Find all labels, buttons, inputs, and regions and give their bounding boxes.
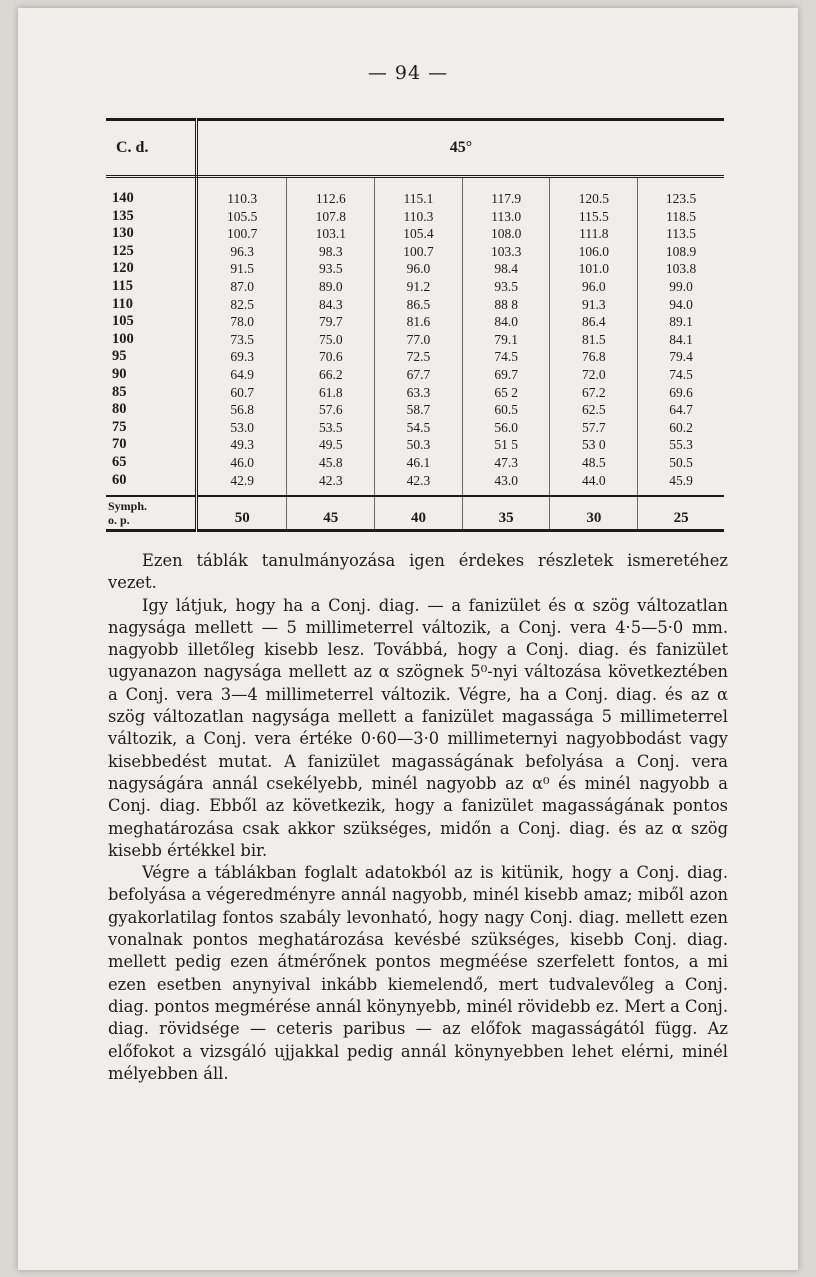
table-cell: 112.6 (287, 177, 375, 208)
table-cell: 63.3 (375, 384, 463, 402)
table-cell: 100.7 (197, 225, 287, 243)
table-cell: 84.0 (462, 313, 550, 331)
table-cell: 67.7 (375, 366, 463, 384)
table-cell: 62.5 (550, 401, 638, 419)
table-cell: 76.8 (550, 348, 638, 366)
table-cell: 64.7 (669, 402, 693, 418)
table-cell: 69.6 (669, 384, 693, 400)
table-cell: 81.5 (550, 331, 638, 349)
symphysis-cell: 35 (462, 496, 550, 531)
table-cell: 103.3 (462, 243, 550, 261)
table-cell: 107.8 (287, 208, 375, 226)
table-cell: 56.0 (462, 419, 550, 437)
table-cell: 120.5 (550, 177, 638, 208)
table-cell: 61.8 (287, 384, 375, 402)
table-cell: 57.7 (550, 419, 638, 437)
table-cell: 123.5 (665, 191, 697, 206)
table-cell: 113.0 (462, 208, 550, 226)
row-header-cd: 75 (106, 419, 197, 437)
symphysis-label (106, 496, 197, 531)
table-cell: 79.1 (462, 331, 550, 349)
table-cell: 91.3 (550, 296, 638, 314)
table-cell: 115.5 (550, 208, 638, 226)
page-number: — 94 — (367, 62, 449, 84)
table-cell: 50.3 (375, 436, 463, 454)
table-cell: 100.7 (375, 243, 463, 261)
table-cell: 47.3 (462, 454, 550, 472)
table-cell: 115.1 (375, 177, 463, 208)
table-row (106, 472, 724, 497)
table-cell: 98.4 (462, 260, 550, 278)
row-header-cd: 110 (106, 296, 197, 314)
row-header-cd: 65 (106, 454, 197, 472)
paragraph: Végre a táblákban foglalt adatokból az is kitünik, hogy a Conj. diag. befolyása a végeredményre annál nagyobb, minél kisebb amaz; miből azon gyakorlatilag fontos szabály levonható, hogy nagy Conj. diag. mellett ezen vonalnak pontos meghatározása kevésbé szükséges, kisebb Conj. diag. mellett pedig ezen átmérőnek pontos megméése szerfelett fontos, a mi ezen esetben anynyival inkább kiemelendő, mert tudvalevőleg a Conj. diag. pontos megmérése annál könynyebb, minél rövidebb ez. Mert a Conj. diag. rövidsége — ceteris paribus — az előfok magasságától függ. Az előfokot a vizsgáló ujjakkal pedig annál könynyebben lehet elérni, minél mélyebben áll. (108, 863, 728, 1083)
angle-header: 45° (197, 120, 725, 177)
symphysis-label-line2: o. p. (108, 513, 130, 528)
table-cell: 45.9 (669, 472, 693, 488)
table-cell: 44.0 (550, 472, 638, 497)
table-cell: 60.5 (462, 401, 550, 419)
table-cell: 42.9 (197, 472, 287, 497)
table-cell: 43.0 (462, 472, 550, 497)
table-row (106, 401, 724, 419)
table-cell: 79.7 (287, 313, 375, 331)
row-header-cd: 115 (106, 278, 197, 296)
table-cell: 89.1 (669, 314, 693, 330)
symphysis-cell: 25 (638, 496, 724, 531)
table-row (106, 296, 724, 314)
table-body (106, 177, 724, 497)
data-table (106, 118, 724, 532)
table-row (106, 366, 724, 384)
table-cell: 81.6 (375, 313, 463, 331)
table-cell: 117.9 (462, 177, 550, 208)
symphysis-cell: 50 (197, 496, 287, 531)
table-cell: 101.0 (550, 260, 638, 278)
table-cell: 96.0 (375, 260, 463, 278)
row-header-cd: 90 (106, 366, 197, 384)
table-cell: 45.8 (287, 454, 375, 472)
table-cell: 108.0 (462, 225, 550, 243)
table-cell: 99.0 (669, 278, 693, 294)
table-cell: 73.5 (197, 331, 287, 349)
table-cell: 72.5 (375, 348, 463, 366)
table-cell: 118.5 (666, 208, 697, 224)
table-cell: 103.1 (287, 225, 375, 243)
table-cell: 65 2 (462, 384, 550, 402)
table-cell: 103.8 (665, 261, 697, 277)
row-header-cd: 100 (106, 331, 197, 349)
table-row (106, 313, 724, 331)
table-cell: 86.5 (375, 296, 463, 314)
table-cell: 49.3 (197, 436, 287, 454)
table-cell: 108.9 (665, 243, 697, 259)
table-cell: 86.4 (550, 313, 638, 331)
table-cell: 94.0 (669, 296, 693, 312)
table-row (106, 243, 724, 261)
table-cell: 50.5 (669, 454, 693, 470)
table-cell: 105.5 (197, 208, 287, 226)
table-cell: 56.8 (197, 401, 287, 419)
row-header-cd: 135 (106, 208, 197, 226)
table-cell: 96.3 (197, 243, 287, 261)
table-cell: 67.2 (550, 384, 638, 402)
table-cell: 91.5 (197, 260, 287, 278)
table-cell: 60.2 (669, 419, 693, 435)
table-cell: 69.3 (197, 348, 287, 366)
table-cell: 106.0 (550, 243, 638, 261)
table-cell: 110.3 (375, 208, 463, 226)
row-header-cd: 85 (106, 384, 197, 402)
table-cell: 74.5 (462, 348, 550, 366)
table-row (106, 331, 724, 349)
row-header-cd: 125 (106, 243, 197, 261)
table-row (106, 208, 724, 226)
table-cell: 64.9 (197, 366, 287, 384)
symphysis-label-line1: Symph. (108, 499, 148, 514)
table-row (106, 348, 724, 366)
table-cell: 42.3 (375, 472, 463, 497)
table-cell: 53.0 (197, 419, 287, 437)
body-text (108, 550, 728, 1085)
table-cell: 84.1 (669, 331, 693, 347)
table-row (106, 419, 724, 437)
table-cell: 49.5 (287, 436, 375, 454)
table-cell: 111.8 (550, 225, 638, 243)
row-header-cd: 140 (106, 177, 197, 208)
table-cell: 82.5 (197, 296, 287, 314)
table-row (106, 225, 724, 243)
table-cell: 60.7 (197, 384, 287, 402)
table-cell: 89.0 (287, 278, 375, 296)
row-header-cd: 130 (106, 225, 197, 243)
table-row (106, 454, 724, 472)
table-cell: 54.5 (375, 419, 463, 437)
table-cell: 113.5 (666, 226, 697, 242)
table-cell: 88 8 (462, 296, 550, 314)
table-cell: 53.5 (287, 419, 375, 437)
symphysis-cell: 45 (287, 496, 375, 531)
row-header-cd: 60 (106, 472, 197, 497)
table-cell: 77.0 (375, 331, 463, 349)
table-cell: 79.4 (669, 349, 693, 365)
table-cell: 72.0 (550, 366, 638, 384)
symphysis-cell: 30 (550, 496, 638, 531)
table-header-row (106, 120, 724, 177)
table-cell: 91.2 (375, 278, 463, 296)
table-cell: 98.3 (287, 243, 375, 261)
paragraph: Ezen táblák tanulmányozása igen érdekes részletek ismeretéhez vezet. (108, 551, 728, 593)
table-row (106, 384, 724, 402)
table-cell: 74.5 (669, 366, 693, 382)
table-cell: 78.0 (197, 313, 287, 331)
table-row (106, 177, 724, 208)
table-cell: 105.4 (375, 225, 463, 243)
row-header-cd: 120 (106, 260, 197, 278)
row-header-cd: 105 (106, 313, 197, 331)
table-row (106, 278, 724, 296)
table-cell: 70.6 (287, 348, 375, 366)
table-row (106, 260, 724, 278)
paragraph: Igy látjuk, hogy ha a Conj. diag. — a fanizület és α szög változatlan nagysága mellett — 5 millimeterrel változik, a Conj. vera 4·5—5·0 mm. nagyobb illetőleg kisebb lesz. Továbbá, hogy a Conj. diag. és fanizület ugyanazon nagysága mellett az α szögnek 5⁰-nyi változása következtében a Conj. vera 3—4 millimeterrel változik. Végre, ha a Conj. diag. és az α szög változatlan nagysága mellett a fanizület magassága 5 millimeterrel változik, a Conj. vera értéke 0·60—3·0 millimeternyi nagyobbodást vagy kisebbedést mutat. A fanizület magasságának befolyása a Conj. vera nagyságára annál csekélyebb, minél nagyobb az α⁰ és minél nagyobb a Conj. diag. Ebből az következik, hogy a fanizület magasságának pontos meghatározása csak akkor szükséges, midőn a Conj. diag. és az α szög kisebb értékkel bir. (108, 595, 728, 860)
table-cell: 84.3 (287, 296, 375, 314)
table-cell: 93.5 (462, 278, 550, 296)
row-header-cd: 70 (106, 436, 197, 454)
table-cell: 46.1 (375, 454, 463, 472)
table-cell: 66.2 (287, 366, 375, 384)
symphysis-cell: 40 (375, 496, 463, 531)
table-cell: 69.7 (462, 366, 550, 384)
row-header-cd: 80 (106, 401, 197, 419)
table-cell: 58.7 (375, 401, 463, 419)
table-cell: 55.3 (669, 437, 693, 453)
conjugata-table (106, 118, 724, 532)
table-cell: 96.0 (550, 278, 638, 296)
table-cell: 53 0 (550, 436, 638, 454)
table-cell: 93.5 (287, 260, 375, 278)
corner-header: C. d. (106, 120, 197, 177)
table-cell: 46.0 (197, 454, 287, 472)
table-cell: 57.6 (287, 401, 375, 419)
table-cell: 75.0 (287, 331, 375, 349)
table-cell: 110.3 (197, 177, 287, 208)
symphysis-row (106, 496, 724, 531)
table-row (106, 436, 724, 454)
table-cell: 87.0 (197, 278, 287, 296)
table-cell: 48.5 (550, 454, 638, 472)
row-header-cd: 95 (106, 348, 197, 366)
table-cell: 51 5 (462, 436, 550, 454)
table-cell: 42.3 (287, 472, 375, 497)
